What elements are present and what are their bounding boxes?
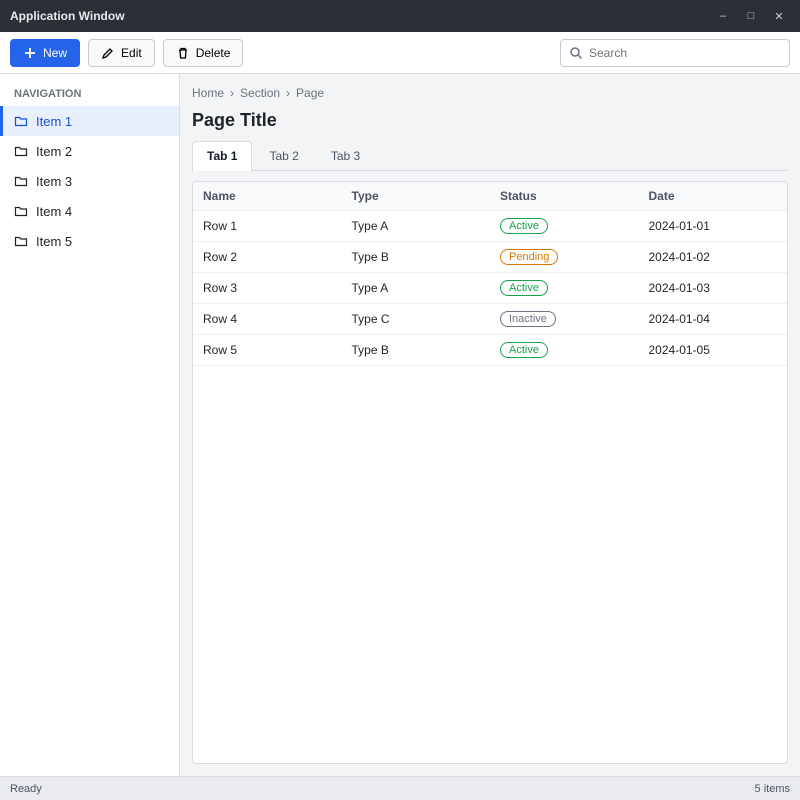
table-row[interactable] bbox=[193, 242, 787, 273]
status-badge: Active bbox=[500, 218, 548, 234]
sidebar-heading: NAVIGATION bbox=[14, 88, 82, 100]
sidebar-item-label: Item 5 bbox=[36, 233, 73, 249]
table-cell bbox=[490, 304, 639, 335]
folder-icon bbox=[14, 144, 28, 158]
column-header[interactable]: Name bbox=[193, 182, 342, 211]
table-cell bbox=[639, 242, 788, 273]
delete-button[interactable] bbox=[163, 39, 244, 67]
cell-text: Row 3 bbox=[203, 281, 238, 295]
cell-text: Type A bbox=[351, 219, 389, 233]
maximize-icon[interactable]: □ bbox=[747, 10, 755, 22]
table-cell bbox=[639, 273, 788, 304]
status-badge: Active bbox=[500, 280, 548, 296]
status-badge: Pending bbox=[500, 249, 558, 265]
status-bar bbox=[0, 776, 800, 800]
table-cell bbox=[193, 335, 342, 366]
trash-icon bbox=[176, 46, 190, 60]
cell-text: Row 1 bbox=[203, 219, 238, 233]
sidebar-item-label: Item 1 bbox=[36, 113, 73, 129]
toolbar bbox=[0, 32, 800, 74]
folder-icon bbox=[14, 204, 28, 218]
table-cell bbox=[342, 335, 491, 366]
table-cell bbox=[193, 304, 342, 335]
cell-text: Type A bbox=[351, 281, 389, 295]
window-title: Application Window bbox=[10, 9, 125, 23]
search-box bbox=[560, 39, 790, 67]
cell-text: Row 4 bbox=[203, 312, 238, 326]
breadcrumb-separator: › bbox=[230, 86, 235, 100]
table-cell bbox=[193, 242, 342, 273]
data-table bbox=[193, 182, 787, 366]
breadcrumb-item[interactable]: Section bbox=[240, 86, 281, 100]
edit-button-label: Edit bbox=[121, 45, 142, 60]
search-icon bbox=[569, 46, 583, 60]
table-cell bbox=[342, 211, 491, 242]
cell-text: Type C bbox=[351, 312, 390, 326]
breadcrumb-separator: › bbox=[286, 86, 291, 100]
sidebar-item-label: Item 3 bbox=[36, 173, 73, 189]
folder-icon bbox=[14, 174, 28, 188]
new-button-label: New bbox=[43, 45, 68, 60]
cell-text: 2024-01-04 bbox=[648, 312, 710, 326]
new-button[interactable] bbox=[10, 39, 80, 67]
table-row[interactable] bbox=[193, 304, 787, 335]
pencil-icon bbox=[101, 46, 115, 60]
sidebar-item-label: Item 4 bbox=[36, 203, 73, 219]
table-cell bbox=[342, 273, 491, 304]
cell-text: 2024-01-03 bbox=[648, 281, 710, 295]
sidebar-item-4[interactable] bbox=[0, 196, 179, 226]
window-controls bbox=[712, 7, 790, 25]
tab-1[interactable]: Tab 1 bbox=[192, 141, 252, 171]
column-header[interactable]: Date bbox=[639, 182, 788, 211]
sidebar bbox=[0, 74, 180, 776]
status-badge: Inactive bbox=[500, 311, 556, 327]
cell-text: Row 5 bbox=[203, 343, 238, 357]
column-header[interactable]: Type bbox=[342, 182, 491, 211]
content-area bbox=[180, 74, 800, 776]
status-text: Ready bbox=[10, 782, 42, 795]
table-row[interactable] bbox=[193, 273, 787, 304]
table-cell bbox=[639, 211, 788, 242]
page-title: Page Title bbox=[192, 110, 277, 130]
cell-text: 2024-01-02 bbox=[648, 250, 710, 264]
tab-3[interactable]: Tab 3 bbox=[330, 149, 361, 163]
cell-text: Row 2 bbox=[203, 250, 238, 264]
table-header-row bbox=[193, 182, 787, 211]
folder-icon bbox=[14, 234, 28, 248]
cell-text: Type B bbox=[351, 250, 389, 264]
folder-icon bbox=[14, 114, 28, 128]
table-cell bbox=[639, 335, 788, 366]
tab-2[interactable]: Tab 2 bbox=[269, 149, 299, 163]
close-icon[interactable]: ✕ bbox=[774, 10, 784, 23]
sidebar-item-label: Item 2 bbox=[36, 143, 73, 159]
sidebar-item-3[interactable] bbox=[0, 166, 179, 196]
table-cell bbox=[490, 242, 639, 273]
cell-text: Type B bbox=[351, 343, 389, 357]
table-row[interactable] bbox=[193, 335, 787, 366]
table-cell bbox=[342, 242, 491, 273]
table-cell bbox=[342, 304, 491, 335]
sidebar-item-2[interactable] bbox=[0, 136, 179, 166]
table-cell bbox=[490, 273, 639, 304]
delete-button-label: Delete bbox=[195, 45, 231, 60]
minimize-icon[interactable]: – bbox=[719, 10, 727, 22]
breadcrumb-item[interactable]: Home bbox=[192, 86, 225, 100]
breadcrumb-item: Page bbox=[296, 86, 325, 100]
cell-text: 2024-01-01 bbox=[648, 219, 710, 233]
search-input[interactable] bbox=[589, 46, 781, 60]
column-header[interactable]: Status bbox=[490, 182, 639, 211]
tab-bar bbox=[192, 141, 788, 171]
main-area bbox=[0, 74, 800, 776]
table-cell bbox=[490, 335, 639, 366]
table-cell bbox=[193, 211, 342, 242]
status-badge: Active bbox=[500, 342, 548, 358]
table-cell bbox=[490, 211, 639, 242]
sidebar-item-5[interactable] bbox=[0, 226, 179, 256]
sidebar-item-1[interactable] bbox=[0, 106, 179, 136]
item-count: 5 items bbox=[754, 782, 790, 795]
cell-text: 2024-01-05 bbox=[648, 343, 710, 357]
table-cell bbox=[639, 304, 788, 335]
edit-button[interactable] bbox=[88, 39, 155, 67]
plus-icon bbox=[23, 46, 37, 60]
table-body bbox=[193, 211, 787, 366]
table-cell bbox=[193, 273, 342, 304]
title-bar bbox=[0, 0, 800, 32]
table-row[interactable] bbox=[193, 211, 787, 242]
breadcrumb bbox=[192, 86, 788, 100]
data-panel bbox=[192, 181, 788, 764]
